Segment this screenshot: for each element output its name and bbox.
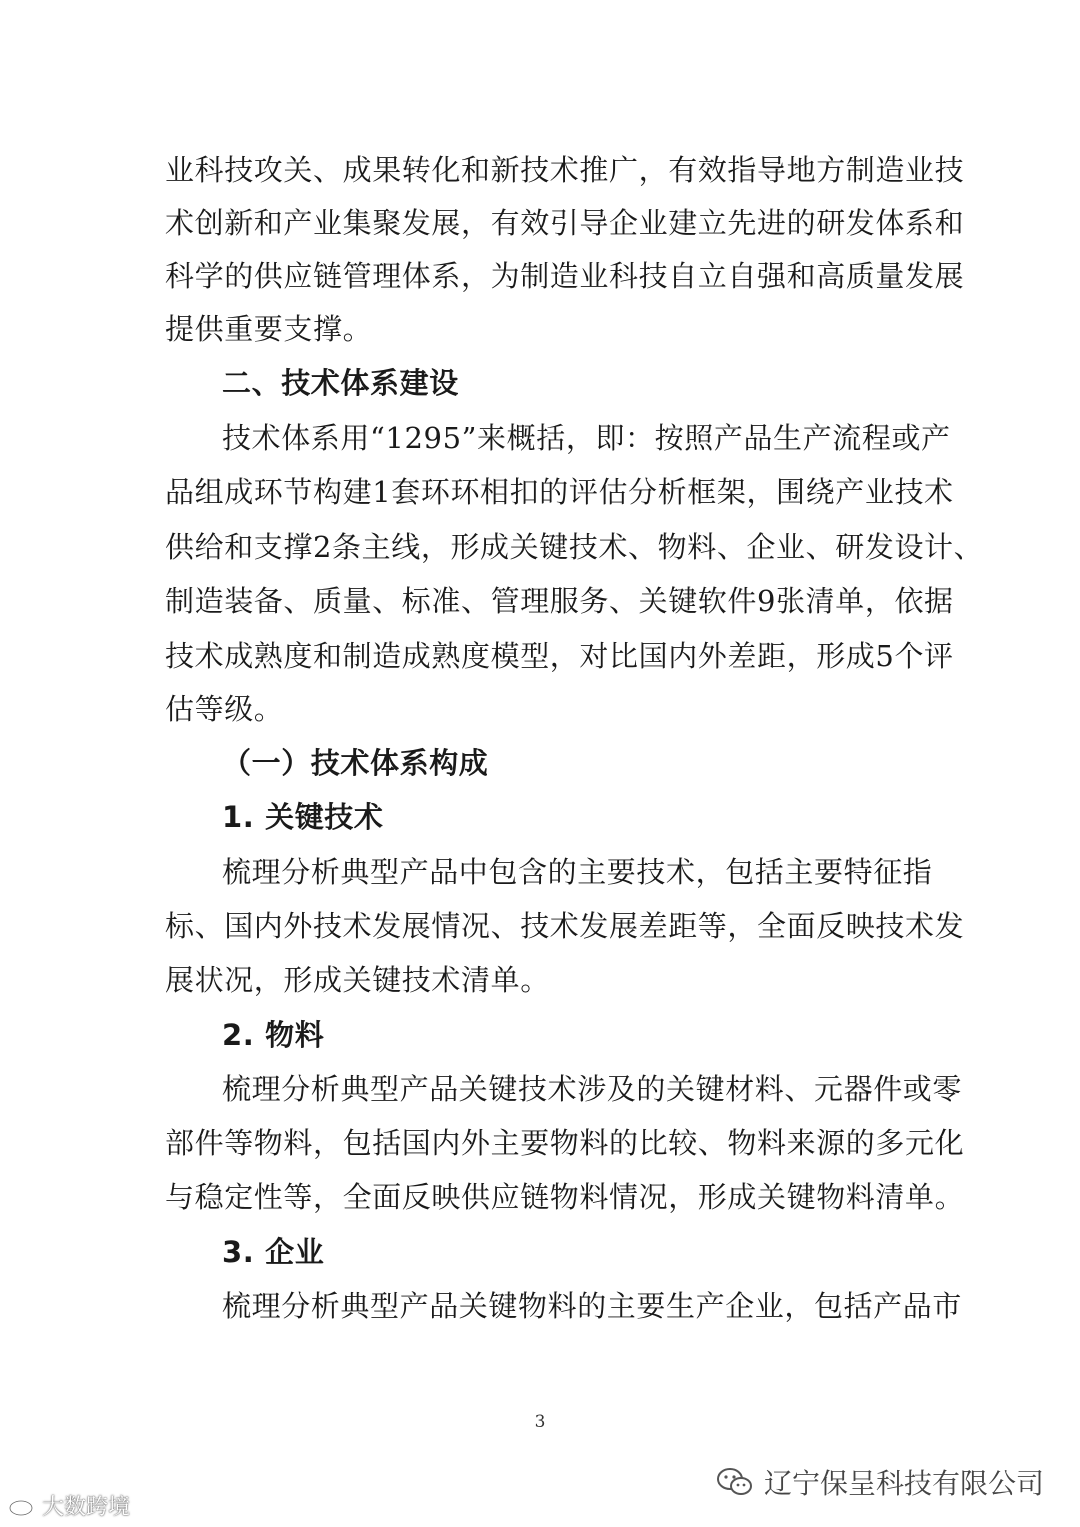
text-line: 提供重要支撑。 [165,312,373,346]
text-line: 科学的供应链管理体系，为制造业科技自立自强和高质量发展 [165,259,965,293]
text-line: 技术成熟度和制造成熟度模型，对比国内外差距，形成5个评 [165,639,954,673]
watermark-right [716,1462,1044,1502]
text-line: 标、国内外技术发展情况、技术发展差距等，全面反映技术发 [165,909,965,943]
watermark-right-text: 辽宁保呈科技有限公司 [763,1467,1044,1500]
text-line: 与稳定性等，全面反映供应链物料情况，形成关键物料清单。 [165,1180,965,1214]
text-line: 梳理分析典型产品关键技术涉及的关键材料、元器件或零 [222,1072,963,1106]
text-line: 品组成环节构建1套环环相扣的评估分析框架，围绕产业技术 [165,475,954,509]
section-heading: 二、技术体系建设 [222,366,459,400]
watermark-left [8,1490,130,1521]
text-line: 制造装备、质量、标准、管理服务、关键软件9张清单，依据 [165,584,954,618]
text-line: 展状况，形成关键技术清单。 [165,963,550,997]
subsection-heading: （一）技术体系构成 [222,746,489,780]
text-line: 术创新和产业集聚发展，有效引导企业建立先进的研发体系和 [165,206,965,240]
watermark-left-text: 大数跨境 [42,1495,131,1520]
text-line: 估等级。 [165,692,284,726]
text-line: 技术体系用“1295”来概括，即：按照产品生产流程或产 [222,421,951,455]
weibo-logo-icon [8,1495,38,1517]
page-number: 3 [534,1412,546,1432]
text-line: 供给和支撑2条主线，形成关键技术、物料、企业、研发设计、 [165,530,984,564]
text-line: 梳理分析典型产品中包含的主要技术，包括主要特征指 [222,855,933,889]
text-line: 部件等物料，包括国内外主要物料的比较、物料来源的多元化 [165,1126,965,1160]
text-line: 梳理分析典型产品关键物料的主要生产企业，包括产品市 [222,1289,963,1323]
item-heading: 2. 物料 [222,1018,325,1052]
wechat-logo-icon [716,1467,754,1497]
text-line: 业科技攻关、成果转化和新技术推广，有效指导地方制造业技 [165,153,965,187]
item-heading: 3. 企业 [222,1235,325,1269]
item-heading: 1. 关键技术 [222,800,384,834]
